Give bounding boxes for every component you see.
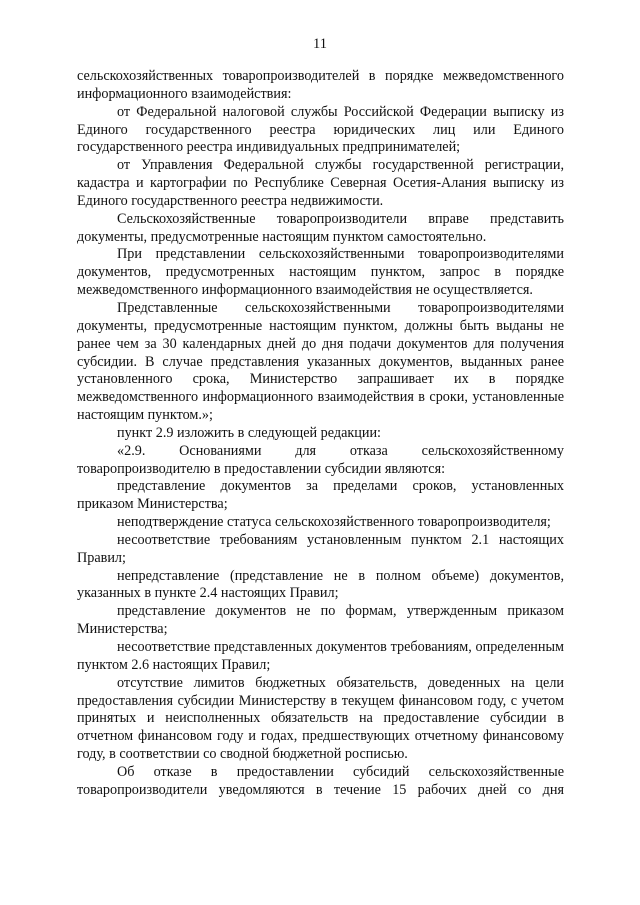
paragraph: непредставление (представление не в полном объеме) документов, указанных в пункте 2.4 настоящих Правил; <box>77 567 564 602</box>
paragraph: пункт 2.9 изложить в следующей редакции: <box>117 424 381 441</box>
paragraph: от Федеральной налоговой службы Российской Федерации выписку из Единого государственного реестра юридических лиц или Единого государственного реестра индивидуальных предпринимателей; <box>77 103 564 156</box>
paragraph: Об отказе в предоставлении субсидий сельскохозяйственные товаропроизводители уведомляются в течение 15 рабочих дней со дня <box>77 763 564 798</box>
paragraph: Сельскохозяйственные товаропроизводители вправе представить документы, предусмотренные настоящим пунктом самостоятельно. <box>77 210 564 245</box>
page-number: 11 <box>313 36 327 52</box>
paragraph: представление документов за пределами сроков, установленных приказом Министерства; <box>77 478 564 513</box>
paragraph: сельскохозяйственных товаропроизводителей в порядке межведомственного информационного взаимодействия: <box>77 68 564 102</box>
paragraph: несоответствие требованиям установленным пунктом 2.1 настоящих Правил; <box>77 531 564 566</box>
paragraph: неподтверждение статуса сельскохозяйственного товаропроизводителя; <box>117 514 551 531</box>
document-body <box>77 68 564 800</box>
paragraph: «2.9. Основаниями для отказа сельскохозяйственному товаропроизводителю в предоставлении субсидии являются: <box>77 442 564 477</box>
paragraph: представление документов не по формам, утвержденным приказом Министерства; <box>77 603 564 638</box>
paragraph: При представлении сельскохозяйственными товаропроизводителями документов, предусмотренных настоящим пунктом, запрос в порядке межведомственного информационного взаимодействия не осуществляется. <box>77 246 564 299</box>
paragraph: несоответствие представленных документов требованиям, определенным пунктом 2.6 настоящих Правил; <box>77 639 564 673</box>
paragraph: Представленные сельскохозяйственными товаропроизводителями документы, предусмотренные настоящим пунктом, должны быть выданы не ранее чем за 30 календарных дней до дня подачи документов для получения субсидии. В случае представления указанных документов, выданных ранее установленного срока, Министерство запрашивает их в порядке межведомственного информационного взаимодействия в сроки, установленные настоящим пунктом.»; <box>77 299 564 424</box>
paragraph: отсутствие лимитов бюджетных обязательств, доведенных на цели предоставления субсидии Министерству в текущем финансовом году, с учетом принятых и неисполненных обязательств на предоставление субсидии в отчетном финансовом году и годах, предшествующих отчетному финансовому году, в соответствии со сводной бюджетной росписью. <box>77 674 564 763</box>
paragraph: от Управления Федеральной службы государственной регистрации, кадастра и картографии по Республике Северная Осетия-Алания выписку из Единого государственного реестра недвижимости. <box>77 157 564 209</box>
